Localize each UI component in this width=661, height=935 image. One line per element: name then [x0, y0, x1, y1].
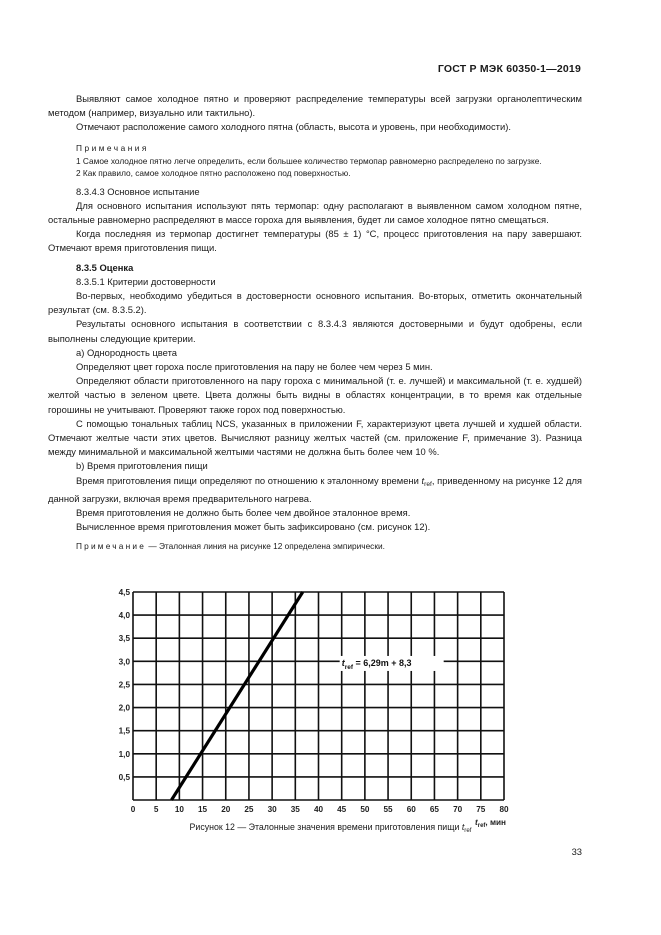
document-body — [48, 92, 582, 552]
y-tick-label: 4,0 — [118, 611, 130, 621]
paragraph: Выявляют самое холодное пятно и проверяют распределение температуры всей загрузки органолептическим методом (например, визуально или тактильно). — [48, 93, 582, 119]
paragraph: Во-первых, необходимо убедиться в достоверности основного испытания. Во-вторых, отметить окончательный результат (см. 8.3.5.2). — [48, 290, 582, 316]
x-tick-label: 20 — [221, 805, 231, 814]
paragraph: С помощью тональных таблиц NCS, указанных в приложении F, характеризуют цвета лучшей и худшей области. Отмечают желтые части этих цветов. Вычисляют разницу желтых частей (см. приложение F, примечание 3). Разница между минимальной и максимальной желтыми частями не должна быть более чем 10 %. — [48, 417, 582, 458]
x-tick-label: 60 — [406, 805, 416, 814]
x-tick-label: 10 — [174, 805, 184, 814]
paragraph: Когда последняя из термопар достигнет температуры (85 ± 1) °С, процесс приготовления на пару завершают. Отмечают время приготовления пищи. — [48, 228, 582, 254]
standard-header: ГОСТ Р МЭК 60350-1—2019 — [437, 63, 581, 75]
x-tick-label: 50 — [360, 805, 370, 814]
paragraph: Время приготовления не должно быть более чем двойное эталонное время. — [76, 507, 411, 519]
x-tick-label: 75 — [476, 805, 486, 814]
x-tick-label: 30 — [267, 805, 277, 814]
x-tick-label: 40 — [313, 805, 324, 814]
note-item: 2 Как правило, самое холодное пятно расположено под поверхностью. — [76, 168, 351, 179]
x-tick-label: 80 — [499, 805, 509, 814]
paragraph: Время приготовления пищи определяют по отношению к эталонному времени $t_{ref}$, приведенному на рисунке 12 для данной загрузки, включая время предварительного нагрева. — [48, 474, 582, 504]
x-axis-label: $t_{ref}$, мин — [475, 818, 506, 829]
list-item: b) Время приготовления пищи — [76, 460, 208, 472]
list-item: а) Однородность цвета — [76, 346, 177, 358]
paragraph: Определяют области приготовленного на пару гороха с минимальной (т. е. лучшей) и максимальной (т. е. худшей) желтой частью в зеленом цвете. Цвета должны быть видны в областях концентрации, в то время как отдельные горошины не учитывают. Проверяют также горох под поверхностью. — [48, 375, 582, 415]
y-tick-label: 1,0 — [118, 749, 130, 759]
paragraph: Результаты основного испытания в соответствии с 8.3.4.3 являются достоверными и будут одобрены, если выполнены следующие критерии. — [48, 318, 582, 344]
paragraph: Определяют цвет гороха после приготовления на пару не более чем через 5 мин. — [76, 361, 433, 373]
x-tick-label: 65 — [429, 805, 439, 814]
section-heading: 8.3.5.1 Критерии достоверности — [76, 275, 216, 287]
y-tick-label: 0,5 — [118, 772, 130, 782]
y-tick-label: 2,0 — [118, 703, 130, 713]
section-heading: 8.3.4.3 Основное испытание — [76, 185, 200, 197]
y-tick-label: 4,5 — [118, 588, 130, 597]
reference-time-chart — [110, 583, 530, 853]
y-tick-label: 3,0 — [118, 657, 130, 667]
paragraph: Для основного испытания используют пять термопар: одну располагают в выявленном самом холодном пятне, остальные равномерно распределяют в массе гороха для выявления, будет ли самое холодное пятно смещаться. — [48, 199, 582, 226]
paragraph: Вычисленное время приготовления может быть зафиксировано (см. рисунок 12). — [76, 521, 431, 533]
x-tick-label: 25 — [244, 805, 254, 814]
notes-title: Примечания — [76, 142, 149, 153]
x-tick-label: 5 — [153, 805, 159, 814]
figure-note: Примечание — Эталонная линия на рисунке 12 определена эмпирически. — [76, 540, 385, 551]
note-item: 1 Самое холодное пятно легче определить, если большее количество термопар равномерно распределено по загрузке. — [76, 155, 542, 166]
x-tick-label: 45 — [337, 805, 347, 814]
section-heading: 8.3.5 Оценка — [76, 261, 134, 273]
y-tick-label: 3,5 — [118, 634, 130, 644]
page-number: 33 — [571, 846, 582, 857]
y-tick-label: 2,5 — [118, 680, 130, 690]
x-tick-label: 70 — [453, 805, 463, 814]
paragraph: Отмечают расположение самого холодного пятна (область, высота и уровень, при необходимости). — [76, 121, 511, 133]
y-tick-label: 1,5 — [118, 726, 130, 736]
x-tick-label: 0 — [130, 805, 136, 814]
reference-line — [171, 592, 302, 800]
figure-caption: Рисунок 12 — Эталонные значения времени приготовления пищи $t_{ref}$ — [189, 822, 472, 834]
x-tick-label: 15 — [198, 805, 208, 814]
line-equation-label: $t_{ref} = 6,29m + 8,3$ — [341, 657, 412, 671]
x-tick-label: 55 — [383, 805, 393, 814]
x-tick-label: 35 — [290, 805, 300, 814]
